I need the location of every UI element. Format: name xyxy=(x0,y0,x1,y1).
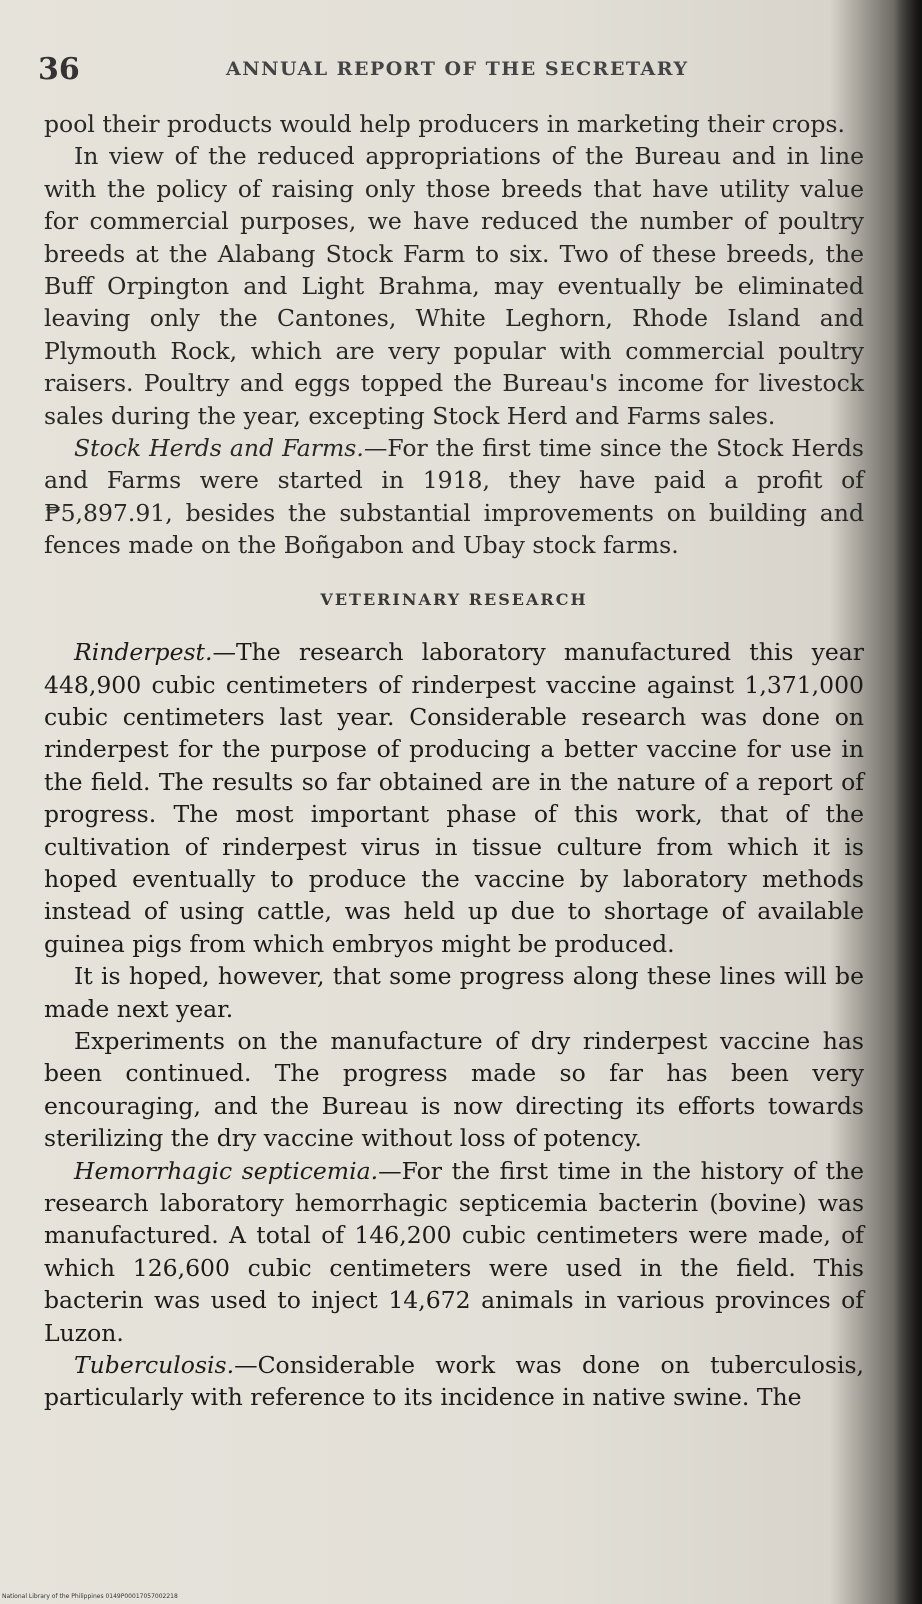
paragraph-hemorrhagic-text: —For the first time in the history of the research laboratory hemorrhagic septicemia bacterin (bovine) was manufactured. A total of 146,200 cubic centimeters were made, of which 126,600 cubic centimeters were used in the field. This bacterin was used to inject 14,672 animals in various provinces of Luzon. xyxy=(44,1156,864,1347)
run-in-heading-tuberculosis: Tuberculosis. xyxy=(74,1351,235,1380)
paragraph-rinderpest-text: —The research laboratory manufactured this year 448,900 cubic centimeters of rinderpest vaccine against 1,371,000 cubic centimeters last year. Considerable research was done on rinderpest for the purpose of producing a better vaccine for use in the field. The results so far obtained are in the nature of a report of progress. The most important phase of this work, that of the cultivation of rinderpest virus in tissue culture from which it is hoped eventually to produce the vaccine by laboratory methods instead of using cattle, was held up due to shortage of available guinea pigs from which embryos might be produced. xyxy=(44,638,864,958)
running-head: ANNUAL REPORT OF THE SECRETARY xyxy=(226,58,689,80)
paragraph-stock-herds xyxy=(44,432,864,562)
scan-credit: National Library of the Philippines 0149P00017057002218 xyxy=(2,1593,178,1600)
paragraph-stock-herds-text: —For the first time since the Stock Herds and Farms were started in 1918, they have paid a profit of ₱5,897.91, besides the substantial improvements on building and fences made on the Boñgabon and Ubay stock farms. xyxy=(44,434,864,560)
book-binding-shadow xyxy=(894,0,922,1604)
paragraph-rinderpest xyxy=(44,636,864,960)
page-header xyxy=(38,48,878,88)
paragraph-dry-vaccine: Experiments on the manufacture of dry rinderpest vaccine has been continued. The progress made so far has been very encouraging, and the Bureau is now directing its efforts towards sterilizing the dry vaccine without loss of potency. xyxy=(44,1026,864,1153)
paragraph-tuberculosis xyxy=(44,1349,864,1414)
paragraph-hemorrhagic xyxy=(44,1155,864,1349)
paragraph-tuberculosis-text: —Considerable work was done on tuberculosis, particularly with reference to its incidence in native swine. The xyxy=(44,1351,864,1412)
paragraph-poultry: In view of the reduced appropriations of the Bureau and in line with the policy of raising only those breeds that have utility value for commercial purposes, we have reduced the number of poultry breeds at the Alabang Stock Farm to six. Two of these breeds, the Buff Orpington and Light Brahma, may eventually be eliminated leaving only the Cantones, White Leghorn, Rhode Island and Plymouth Rock, which are very popular with commercial poultry raisers. Poultry and eggs topped the Bureau's income for livestock sales during the year, excepting Stock Herd and Farms sales. xyxy=(44,142,864,430)
run-in-heading-stock-herds: Stock Herds and Farms. xyxy=(74,434,364,463)
paragraph-continuation: pool their products would help producers in marketing their crops. xyxy=(44,110,845,138)
run-in-heading-hemorrhagic: Hemorrhagic septicemia. xyxy=(74,1156,379,1185)
run-in-heading-rinderpest: Rinderpest. xyxy=(74,638,213,667)
body-text xyxy=(44,108,864,1414)
section-heading: VETERINARY RESEARCH xyxy=(320,589,588,609)
paragraph-hoped: It is hoped, however, that some progress along these lines will be made next year. xyxy=(44,962,864,1023)
page-number: 36 xyxy=(38,52,80,87)
